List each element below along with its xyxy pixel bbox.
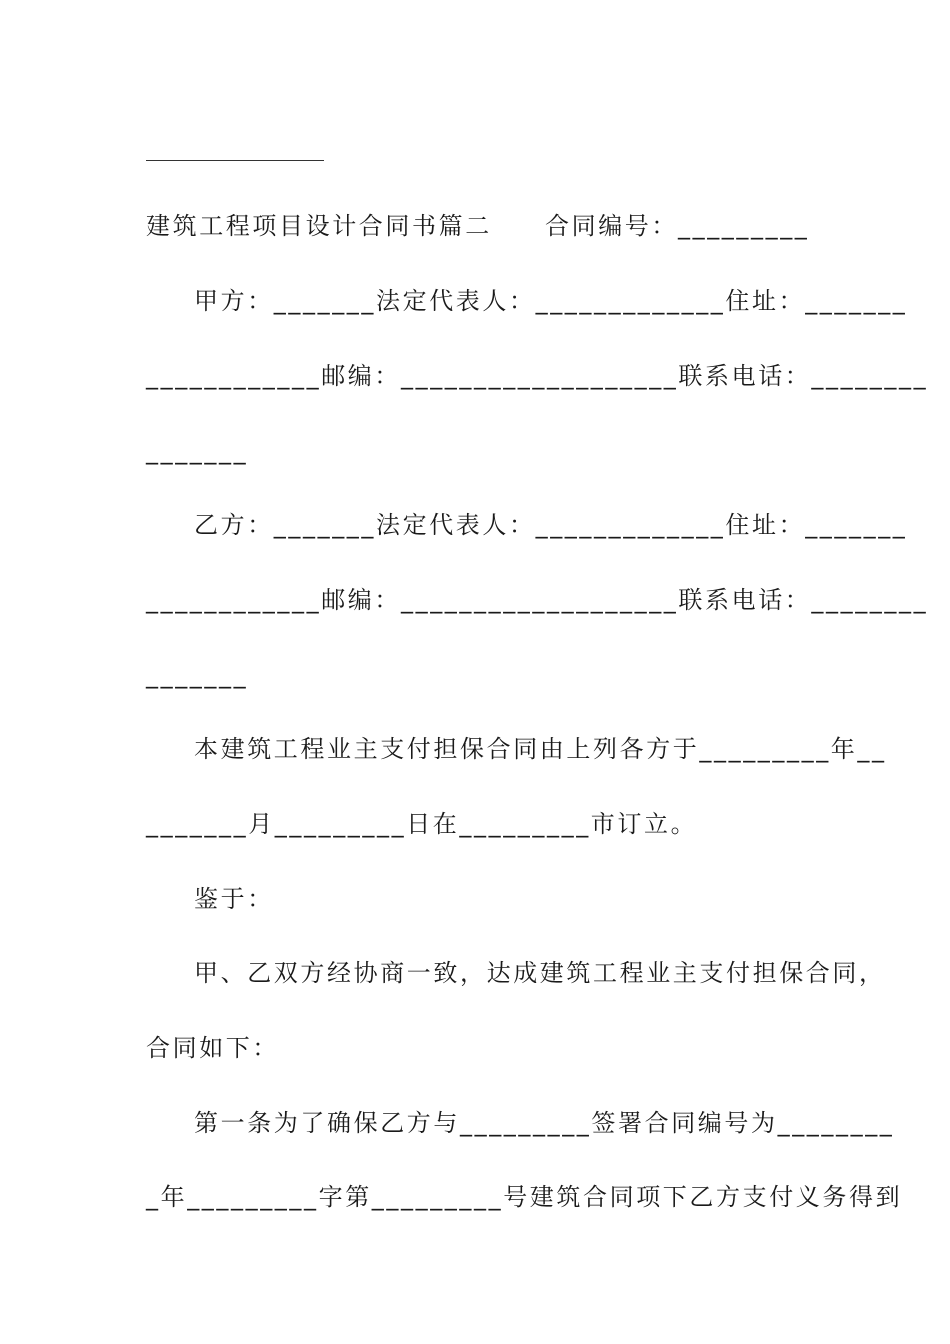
- party-a-line: 甲方：_______法定代表人：_____________住址：_______: [194, 287, 908, 315]
- title-line: 建筑工程项目设计合同书篇二 合同编号：_________: [146, 212, 810, 240]
- party-a-postcode-line: ____________邮编：___________________联系电话：________: [146, 362, 929, 390]
- party-b-phone-continuation: _______: [146, 661, 249, 689]
- contract-intro-line: 本建筑工程业主支付担保合同由上列各方于_________年__: [194, 735, 887, 763]
- party-b-line: 乙方：_______法定代表人：_____________住址：_______: [194, 511, 908, 539]
- whereas-line: 鉴于：: [194, 885, 274, 913]
- top-signature-rule: [146, 160, 324, 161]
- party-b-postcode-line: ____________邮编：___________________联系电话：________: [146, 586, 929, 614]
- article-one-continuation-line: _年_________字第_________号建筑合同项下乙方支付义务得到: [146, 1183, 903, 1211]
- agreement-line: 甲、乙双方经协商一致，达成建筑工程业主支付担保合同，: [194, 959, 886, 987]
- agreement-continuation-line: 合同如下：: [146, 1034, 279, 1062]
- contract-date-line: _______月_________日在_________市订立。: [146, 810, 698, 838]
- party-a-phone-continuation: _______: [146, 437, 249, 465]
- article-one-line: 第一条为了确保乙方与_________签署合同编号为________: [194, 1109, 895, 1137]
